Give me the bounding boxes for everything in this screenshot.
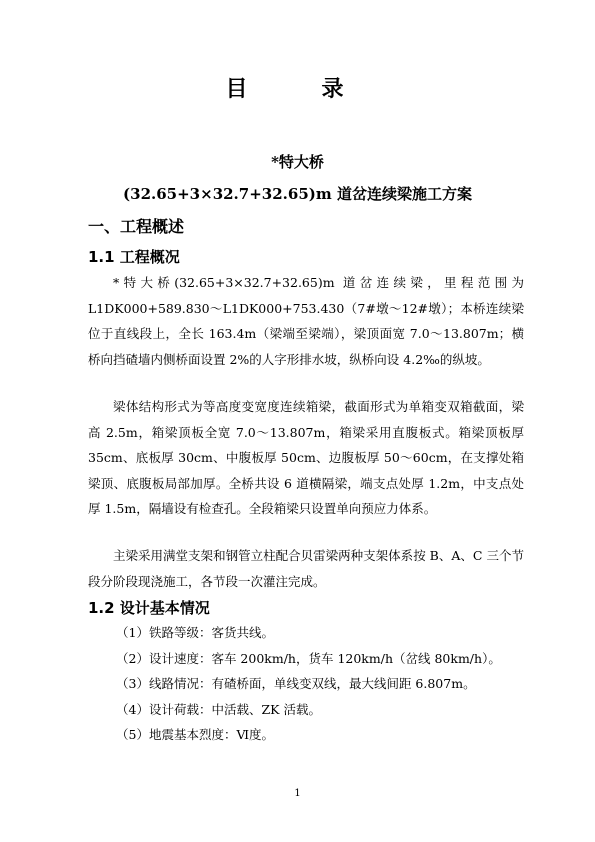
paragraph: 主梁采用满堂支架和钢管立柱配合贝雷梁两种支架体系按 B、A、C 三个节段分阶段现浇施工，各节段一次灌注完成。 <box>88 548 524 589</box>
design-basics-list <box>116 620 501 748</box>
section-heading-overview: 一、工程概述 <box>88 217 185 236</box>
list-item: （5）地震基本烈度：Ⅵ度。 <box>116 727 275 742</box>
page-title: 目 录 <box>225 76 370 102</box>
subsection-heading-project-overview: 1.1 工程概况 <box>88 248 180 266</box>
bridge-name: *特大桥 <box>271 153 324 171</box>
subsection-heading-design-basics: 1.2 设计基本情况 <box>88 599 210 617</box>
paragraph: *特大桥(32.65+3×32.7+32.65)m 道岔连续梁，里程范围为 L1DK000+589.830～L1DK000+753.430（7#墩～12#墩）；本桥连续梁位于直线段上，全长 163.4m（梁端至梁端），梁顶面宽 7.0～13.807m；横桥向挡碴墙内侧桥面设置 2%的人字形排水坡，纵桥向设 4.2‰的纵坡。 <box>88 275 524 367</box>
paragraph: 梁体结构形式为等高度变宽度连续箱梁，截面形式为单箱变双箱截面，梁高 2.5m，箱梁顶板全宽 7.0～13.807m，箱梁采用直腹板式。箱梁顶板厚 35cm、底板厚 30cm、中腹板厚 50cm、边腹板厚 50～60cm，在支撑处箱梁顶、底腹板局部加厚。全桥共设 6 道横隔梁，端支点处厚 1.2m，中支点处厚 1.5m，隔墙设有检查孔。全段箱梁只设置单向预应力体系。 <box>88 399 524 516</box>
list-item: （1）铁路等级：客货共线。 <box>116 625 274 640</box>
page-number: 1 <box>294 788 301 799</box>
plan-title: (32.65+3×32.7+32.65)m 道岔连续梁施工方案 <box>123 185 472 203</box>
list-item: （4）设计荷载：中活载、ZK 活载。 <box>116 701 321 717</box>
list-item: （2）设计速度：客车 200km/h，货车 120km/h（岔线 80km/h）。 <box>116 650 501 666</box>
list-item: （3）线路情况：有碴桥面，单线变双线，最大线间距 6.807m。 <box>116 676 476 691</box>
